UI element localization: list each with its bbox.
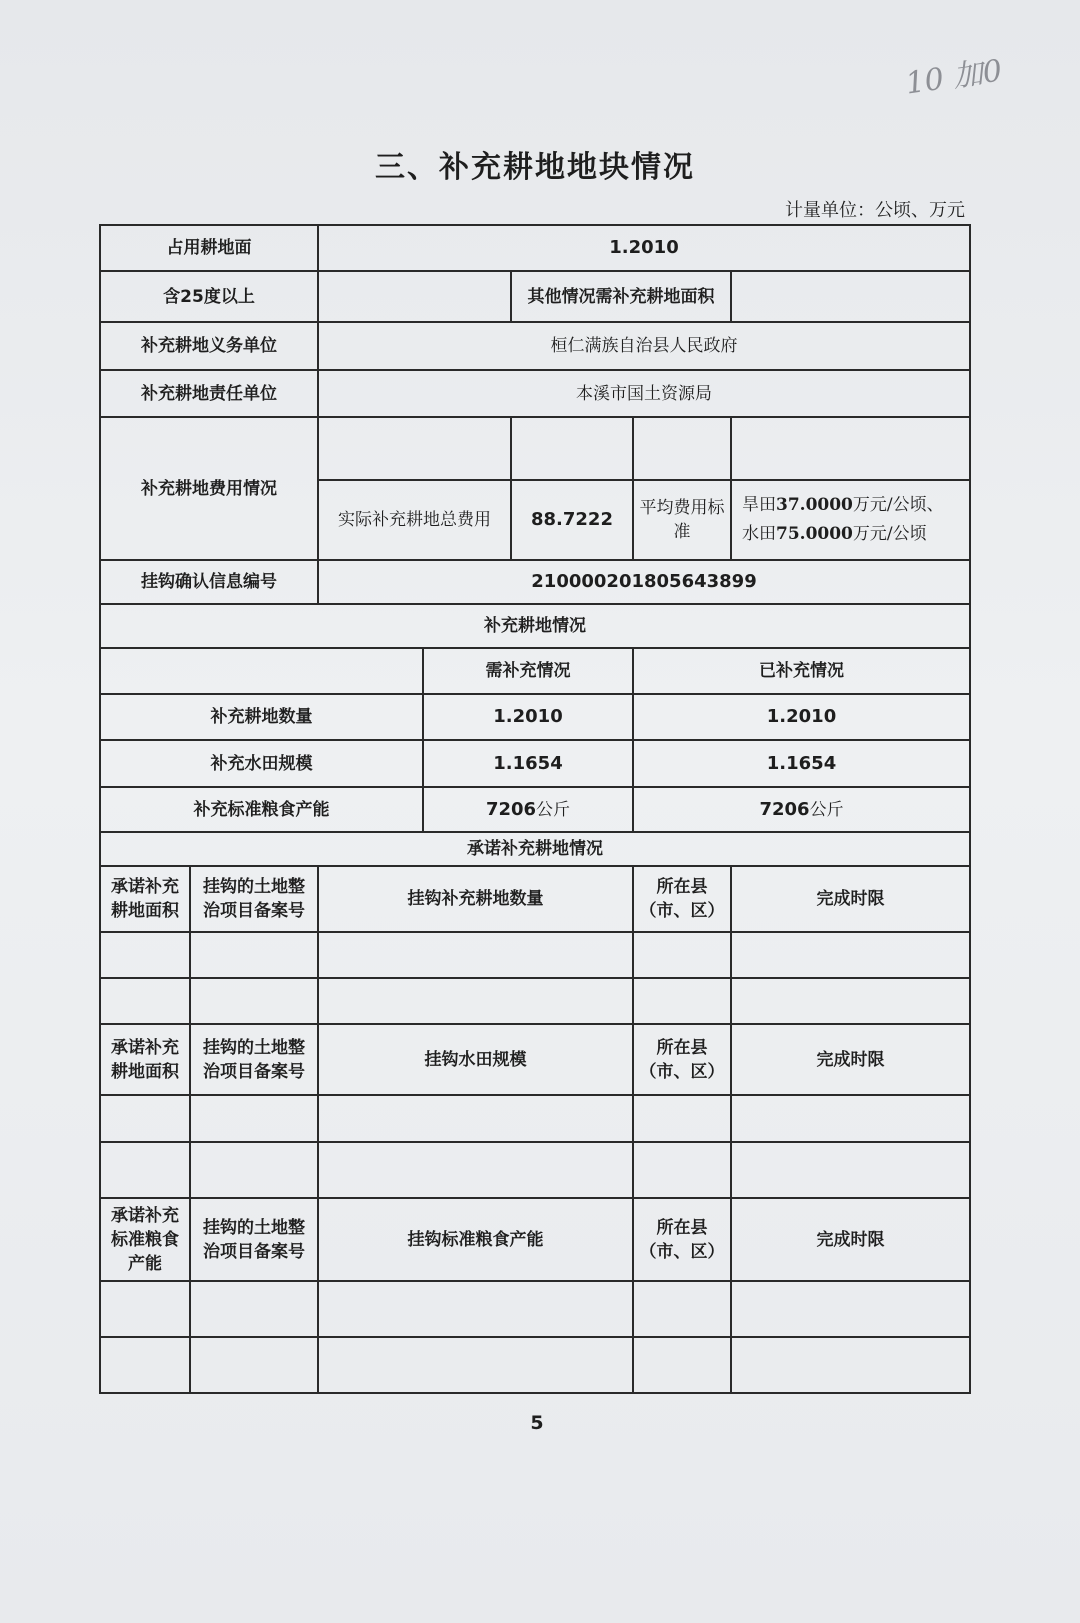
responsible-label: 补充耕地责任单位 bbox=[100, 370, 318, 417]
blank-cell bbox=[731, 1095, 970, 1142]
table-row bbox=[100, 866, 970, 932]
promise-section-title: 承诺补充耕地情况 bbox=[100, 832, 970, 866]
blank-cell bbox=[731, 932, 970, 978]
promise-col1-header: 承诺补充标准粮食产能 bbox=[100, 1198, 190, 1281]
blank-cell bbox=[633, 417, 731, 480]
supplement-item-label: 补充水田规模 bbox=[100, 740, 423, 787]
table-row bbox=[100, 978, 970, 1024]
table-row bbox=[100, 932, 970, 978]
blank-cell bbox=[318, 1281, 633, 1337]
blank-cell bbox=[633, 932, 731, 978]
blank-cell bbox=[190, 1281, 318, 1337]
blank-cell bbox=[318, 932, 633, 978]
supplement-item-need: 1.2010 bbox=[423, 694, 633, 740]
blank-cell bbox=[190, 1142, 318, 1198]
table-row bbox=[100, 604, 970, 648]
table-row bbox=[100, 322, 970, 370]
blank-cell bbox=[318, 1337, 633, 1393]
avg-cost-paddy-number: 75.0000 bbox=[776, 524, 853, 544]
blank-cell bbox=[100, 1281, 190, 1337]
promise-col1-header: 承诺补充耕地面积 bbox=[100, 1024, 190, 1095]
blank-cell bbox=[633, 978, 731, 1024]
hook-value: 210000201805643899 bbox=[318, 560, 970, 604]
table-row bbox=[100, 417, 970, 480]
actual-cost-label: 实际补充耕地总费用 bbox=[318, 480, 511, 560]
blank-cell bbox=[731, 1142, 970, 1198]
need-unit: 公斤 bbox=[536, 799, 571, 820]
blank-cell bbox=[100, 1142, 190, 1198]
avg-cost-paddy-suffix: 万元/公顷 bbox=[852, 524, 927, 544]
other-label: 其他情况需补充耕地面积 bbox=[511, 271, 731, 322]
hook-label: 挂钩确认信息编号 bbox=[100, 560, 318, 604]
slope-label: 含25度以上 bbox=[100, 271, 318, 322]
supplement-item-done: 1.1654 bbox=[633, 740, 970, 787]
table-row bbox=[100, 1024, 970, 1095]
page-number: 5 bbox=[530, 1412, 544, 1434]
responsible-value: 本溪市国土资源局 bbox=[318, 370, 970, 417]
avg-cost-dry-prefix: 旱田 bbox=[742, 495, 776, 515]
blank-cell bbox=[190, 1337, 318, 1393]
land-supplement-table bbox=[99, 224, 971, 1394]
promise-col3-header: 挂钩标准粮食产能 bbox=[318, 1198, 633, 1281]
unit-note: 计量单位：公顷、万元 bbox=[785, 200, 965, 221]
table-row bbox=[100, 1198, 970, 1281]
blank-cell bbox=[731, 978, 970, 1024]
blank-cell bbox=[190, 932, 318, 978]
done-value: 7206 bbox=[759, 798, 810, 820]
table-row bbox=[100, 1337, 970, 1393]
table-row bbox=[100, 1095, 970, 1142]
slope-value bbox=[318, 271, 511, 322]
occupied-label: 占用耕地面 bbox=[100, 225, 318, 271]
avg-cost-dry-number: 37.0000 bbox=[776, 495, 853, 515]
blank-cell bbox=[633, 1281, 731, 1337]
blank-cell bbox=[633, 1142, 731, 1198]
blank-cell bbox=[100, 1337, 190, 1393]
promise-col2-header: 挂钩的土地整治项目备案号 bbox=[190, 1198, 318, 1281]
blank-cell bbox=[100, 1095, 190, 1142]
supplement-item-done bbox=[633, 787, 970, 832]
promise-col4-header: 所在县（市、区） bbox=[633, 866, 731, 932]
handwritten-note: 10 加0 bbox=[903, 53, 1005, 102]
supplement-section-title: 补充耕地情况 bbox=[100, 604, 970, 648]
blank-cell bbox=[190, 978, 318, 1024]
blank-cell bbox=[100, 648, 423, 694]
blank-cell bbox=[318, 978, 633, 1024]
avg-cost-value bbox=[731, 480, 970, 560]
promise-col4-header: 所在县（市、区） bbox=[633, 1024, 731, 1095]
actual-cost-value: 88.7222 bbox=[511, 480, 633, 560]
promise-col5-header: 完成时限 bbox=[731, 1024, 970, 1095]
page-title: 三、补充耕地地块情况 bbox=[375, 150, 695, 185]
table-row bbox=[100, 560, 970, 604]
supplement-item-label: 补充耕地数量 bbox=[100, 694, 423, 740]
table-row bbox=[100, 1281, 970, 1337]
table-row bbox=[100, 370, 970, 417]
done-unit: 公斤 bbox=[809, 799, 844, 820]
avg-cost-label: 平均费用标准 bbox=[633, 480, 731, 560]
supplement-item-done: 1.2010 bbox=[633, 694, 970, 740]
other-value bbox=[731, 271, 970, 322]
blank-cell bbox=[318, 1142, 633, 1198]
table-row bbox=[100, 740, 970, 787]
cost-label: 补充耕地费用情况 bbox=[100, 417, 318, 560]
blank-cell bbox=[731, 417, 970, 480]
promise-col5-header: 完成时限 bbox=[731, 866, 970, 932]
table-row bbox=[100, 648, 970, 694]
promise-col3-header: 挂钩补充耕地数量 bbox=[318, 866, 633, 932]
blank-cell bbox=[100, 978, 190, 1024]
col-done: 已补充情况 bbox=[633, 648, 970, 694]
supplement-item-need bbox=[423, 787, 633, 832]
blank-cell bbox=[633, 1337, 731, 1393]
obligation-value: 桓仁满族自治县人民政府 bbox=[318, 322, 970, 370]
blank-cell bbox=[633, 1095, 731, 1142]
blank-cell bbox=[318, 1095, 633, 1142]
table-row bbox=[100, 1142, 970, 1198]
blank-cell bbox=[190, 1095, 318, 1142]
table-row bbox=[100, 694, 970, 740]
supplement-item-label: 补充标准粮食产能 bbox=[100, 787, 423, 832]
need-value: 7206 bbox=[485, 798, 537, 820]
table-row bbox=[100, 271, 970, 322]
blank-cell bbox=[318, 417, 511, 480]
table-row bbox=[100, 225, 970, 271]
promise-col2-header: 挂钩的土地整治项目备案号 bbox=[190, 866, 318, 932]
promise-col1-header: 承诺补充耕地面积 bbox=[100, 866, 190, 932]
blank-cell bbox=[511, 417, 633, 480]
table-row bbox=[100, 787, 970, 832]
promise-col5-header: 完成时限 bbox=[731, 1198, 970, 1281]
col-need: 需补充情况 bbox=[423, 648, 633, 694]
blank-cell bbox=[731, 1281, 970, 1337]
blank-cell bbox=[100, 932, 190, 978]
occupied-value: 1.2010 bbox=[318, 225, 970, 271]
promise-col4-header: 所在县（市、区） bbox=[633, 1198, 731, 1281]
supplement-item-need: 1.1654 bbox=[423, 740, 633, 787]
blank-cell bbox=[731, 1337, 970, 1393]
avg-cost-paddy-prefix: 水田 bbox=[742, 524, 776, 544]
promise-col2-header: 挂钩的土地整治项目备案号 bbox=[190, 1024, 318, 1095]
avg-cost-dry-suffix: 万元/公顷、 bbox=[852, 495, 944, 515]
table-row bbox=[100, 832, 970, 866]
promise-col3-header: 挂钩水田规模 bbox=[318, 1024, 633, 1095]
obligation-label: 补充耕地义务单位 bbox=[100, 322, 318, 370]
